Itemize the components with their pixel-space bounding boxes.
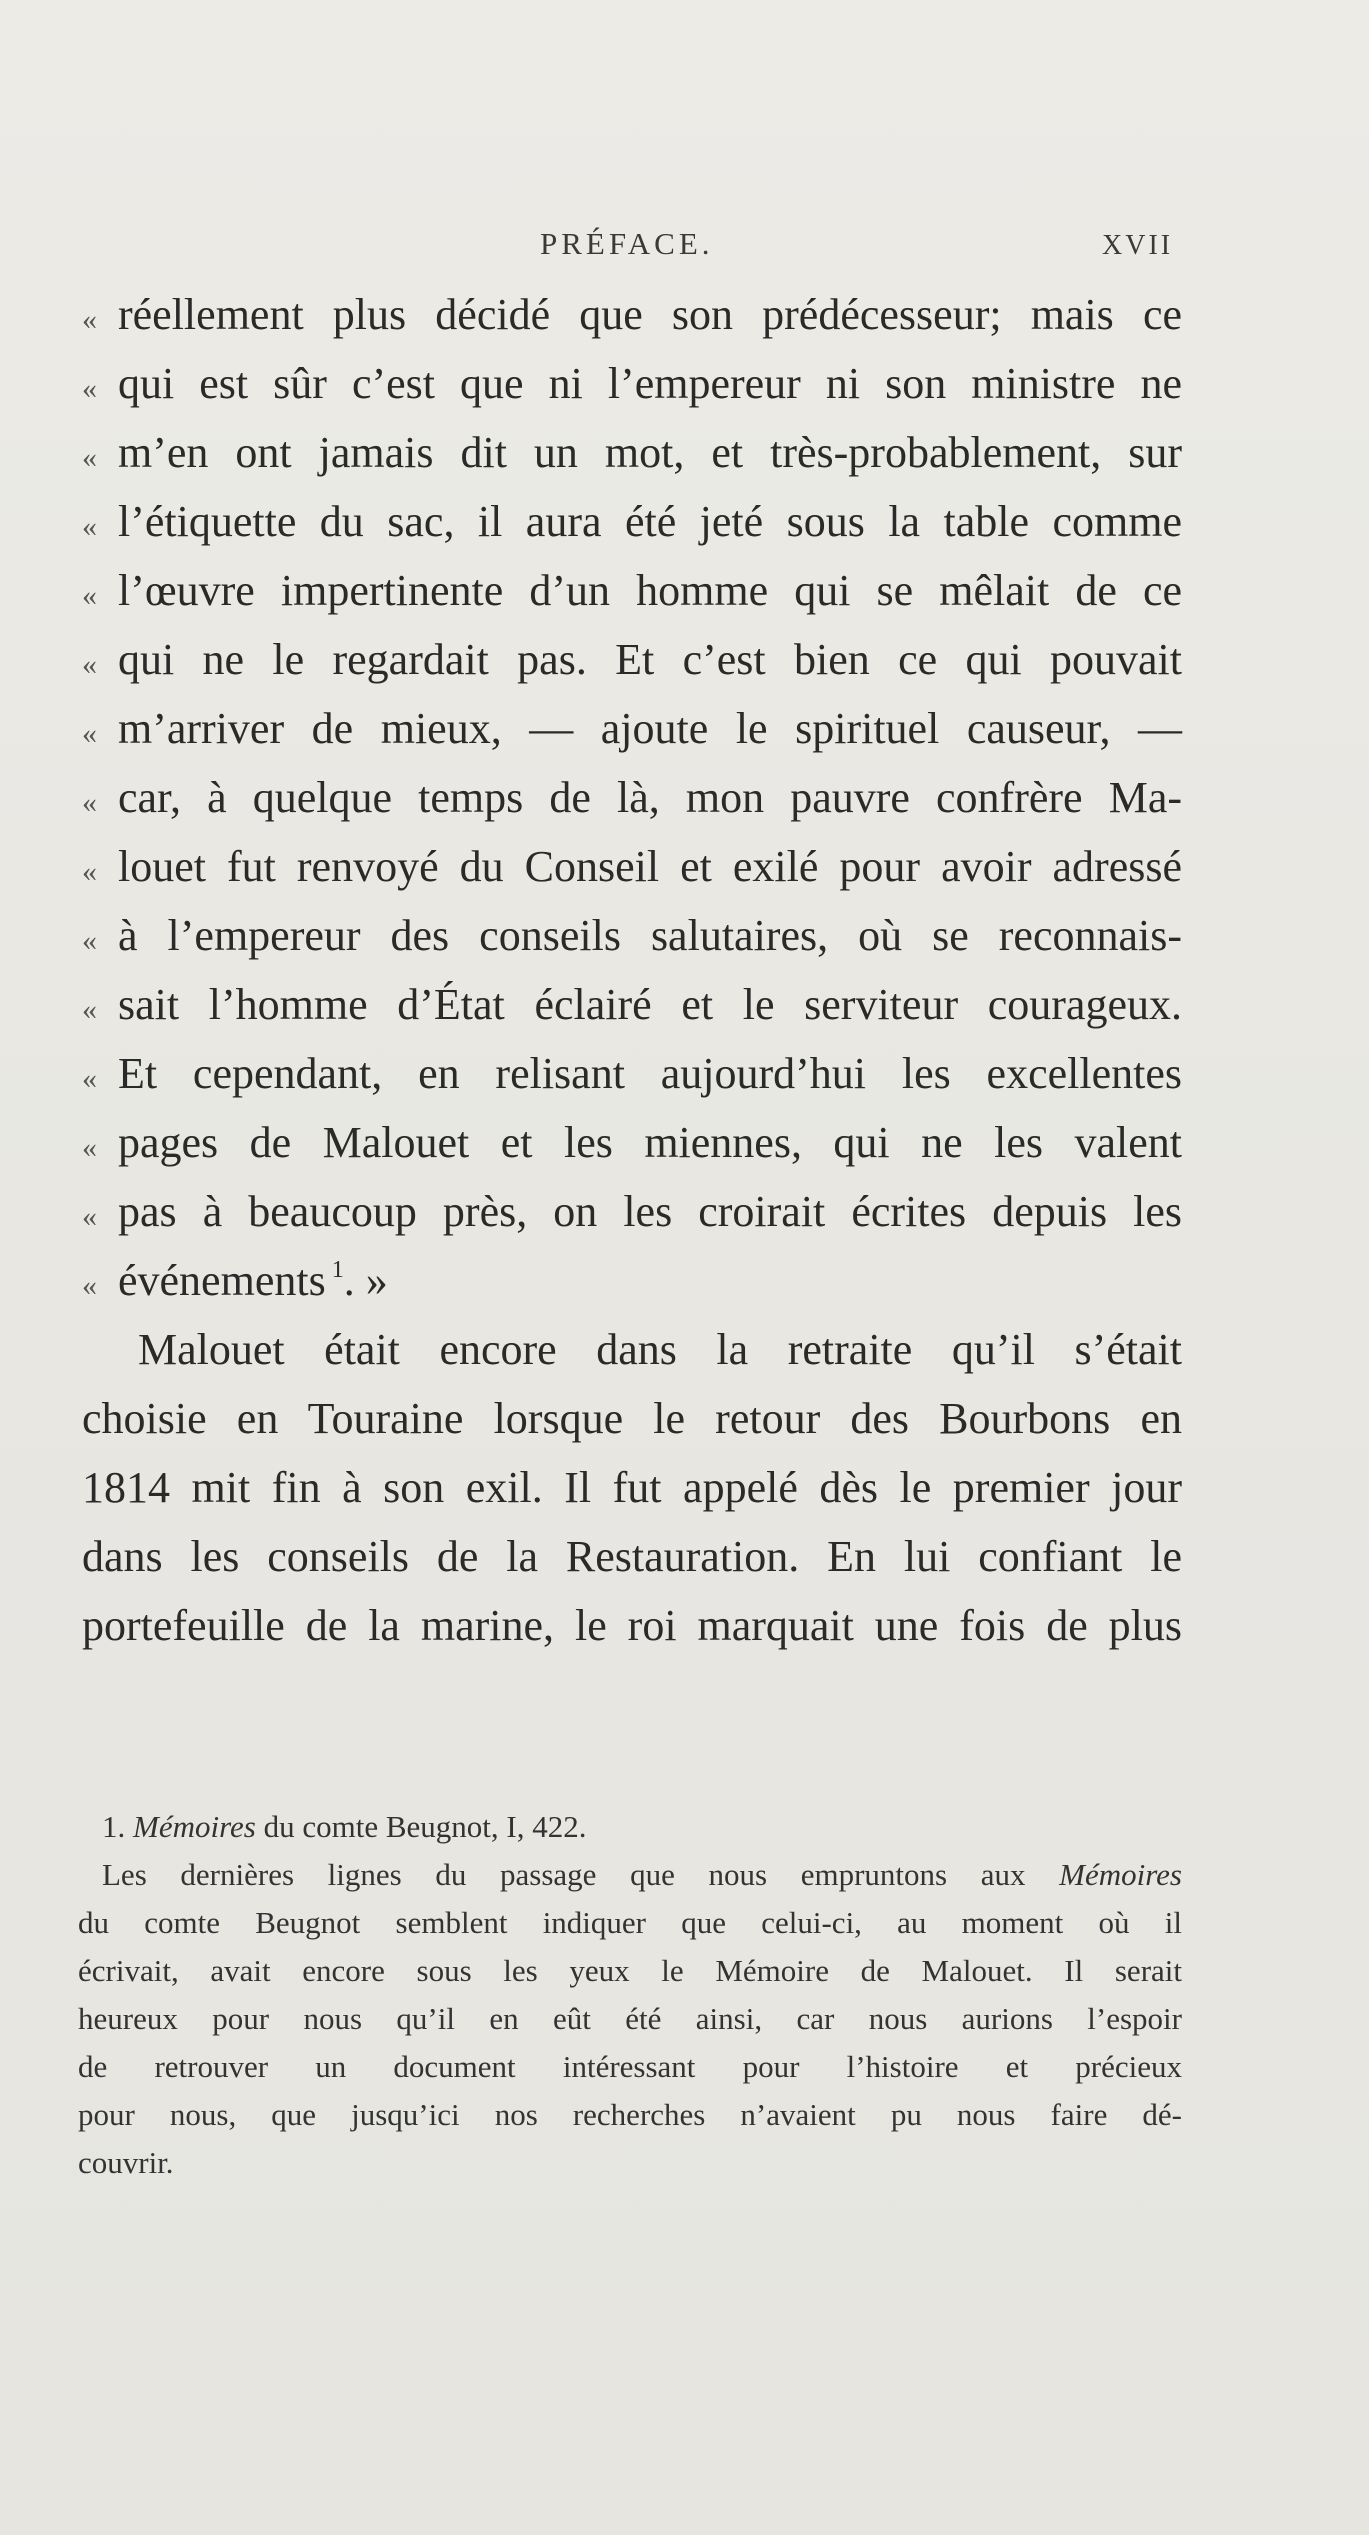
quoted-line bbox=[82, 280, 1182, 349]
closing-quote: . » bbox=[343, 1256, 388, 1305]
quote-mark: « bbox=[82, 993, 97, 1026]
line-text: l’œuvre impertinente d’un homme qui se mêlait de ce bbox=[118, 566, 1182, 615]
line-text: louet fut renvoyé du Conseil et exilé pour avoir adressé bbox=[118, 842, 1182, 891]
line-text: qui est sûr c’est que ni l’empereur ni son ministre ne bbox=[118, 359, 1182, 408]
footnote-text: Les dernières lignes du passage que nous empruntons aux bbox=[102, 1857, 1026, 1892]
quoted-line bbox=[82, 1177, 1182, 1246]
quoted-line bbox=[82, 970, 1182, 1039]
footnote-continuation bbox=[78, 1899, 1182, 2187]
line-text: à l’empereur des conseils salutaires, où se reconnais- bbox=[118, 911, 1182, 960]
footnote-1 bbox=[78, 1803, 1182, 1851]
footnote-line: couvrir. bbox=[78, 2145, 174, 2180]
running-head bbox=[0, 226, 1369, 266]
paragraph-line: portefeuille de la marine, le roi marquait une fois de plus bbox=[82, 1601, 1182, 1650]
quoted-line bbox=[82, 556, 1182, 625]
quoted-line bbox=[82, 832, 1182, 901]
footnotes bbox=[78, 1803, 1182, 2187]
quote-mark: « bbox=[82, 1131, 97, 1164]
footnote-line: du comte Beugnot semblent indiquer que celui-ci, au moment où il bbox=[78, 1905, 1182, 1940]
quoted-line bbox=[82, 625, 1182, 694]
footnote-title: Mémoires bbox=[133, 1809, 256, 1844]
quote-mark: « bbox=[82, 1269, 97, 1302]
quoted-line bbox=[82, 694, 1182, 763]
footnote-citation: du comte Beugnot, I, 422. bbox=[263, 1809, 587, 1844]
quote-mark: « bbox=[82, 855, 97, 888]
paragraph-line: dans les conseils de la Restauration. En lui confiant le bbox=[82, 1532, 1182, 1581]
line-text: événements $^1$. » bbox=[118, 1256, 388, 1305]
paragraph bbox=[82, 1315, 1182, 1660]
quote-mark: « bbox=[82, 579, 97, 612]
line-text: m’arriver de mieux, — ajoute le spirituel causeur, — bbox=[118, 704, 1182, 753]
quote-mark: « bbox=[82, 717, 97, 750]
quoted-line bbox=[82, 349, 1182, 418]
line-text: Et cependant, en relisant aujourd’hui les excellentes bbox=[118, 1049, 1182, 1098]
quoted-line bbox=[82, 1108, 1182, 1177]
line-text: l’étiquette du sac, il aura été jeté sous la table comme bbox=[118, 497, 1182, 546]
line-text: car, à quelque temps de là, mon pauvre confrère Ma- bbox=[118, 773, 1182, 822]
quote-mark: « bbox=[82, 372, 97, 405]
footnote-line: écrivait, avait encore sous les yeux le Mémoire de Malouet. Il serait bbox=[78, 1953, 1182, 1988]
line-text: sait l’homme d’État éclairé et le serviteur courageux. bbox=[118, 980, 1182, 1029]
paragraph-line: Malouet était encore dans la retraite qu’il s’était bbox=[138, 1325, 1182, 1374]
footnote-line: de retrouver un document intéressant pour l’histoire et précieux bbox=[78, 2049, 1182, 2084]
line-text: m’en ont jamais dit un mot, et très-probablement, sur bbox=[118, 428, 1182, 477]
quoted-line bbox=[82, 1246, 1182, 1315]
quote-mark: « bbox=[82, 786, 97, 819]
footnote-line: heureux pour nous qu’il en eût été ainsi, car nous aurions l’espoir bbox=[78, 2001, 1182, 2036]
quoted-line bbox=[82, 1039, 1182, 1108]
footnote-number: 1. bbox=[102, 1809, 126, 1844]
footnote-line bbox=[78, 1851, 1182, 1899]
footnote-reference: 1 bbox=[325, 1257, 344, 1283]
running-title: PRÉFACE. bbox=[540, 226, 714, 261]
quoted-passage bbox=[82, 280, 1182, 1315]
footnote-italic-title: Mémoires bbox=[1059, 1857, 1182, 1892]
line-text: pas à beaucoup près, on les croirait écrites depuis les bbox=[118, 1187, 1182, 1236]
page-number: XVII bbox=[1102, 230, 1174, 261]
quote-mark: « bbox=[82, 441, 97, 474]
quoted-line bbox=[82, 763, 1182, 832]
quote-mark: « bbox=[82, 924, 97, 957]
quote-mark: « bbox=[82, 1200, 97, 1233]
quote-mark: « bbox=[82, 1062, 97, 1095]
line-text: pages de Malouet et les miennes, qui ne les valent bbox=[118, 1118, 1182, 1167]
paragraph-line: 1814 mit fin à son exil. Il fut appelé dès le premier jour bbox=[82, 1463, 1182, 1512]
quoted-line bbox=[82, 487, 1182, 556]
footnote-line: pour nous, que jusqu’ici nos recherches n’avaient pu nous faire dé- bbox=[78, 2097, 1182, 2132]
body-text bbox=[82, 280, 1182, 1660]
line-text: réellement plus décidé que son prédécesseur; mais ce bbox=[118, 290, 1182, 339]
quote-mark: « bbox=[82, 648, 97, 681]
paragraph-line: choisie en Touraine lorsque le retour des Bourbons en bbox=[82, 1394, 1182, 1443]
quote-mark: « bbox=[82, 510, 97, 543]
quote-mark: « bbox=[82, 303, 97, 336]
quoted-line bbox=[82, 418, 1182, 487]
line-text: qui ne le regardait pas. Et c’est bien ce qui pouvait bbox=[118, 635, 1182, 684]
quoted-line bbox=[82, 901, 1182, 970]
